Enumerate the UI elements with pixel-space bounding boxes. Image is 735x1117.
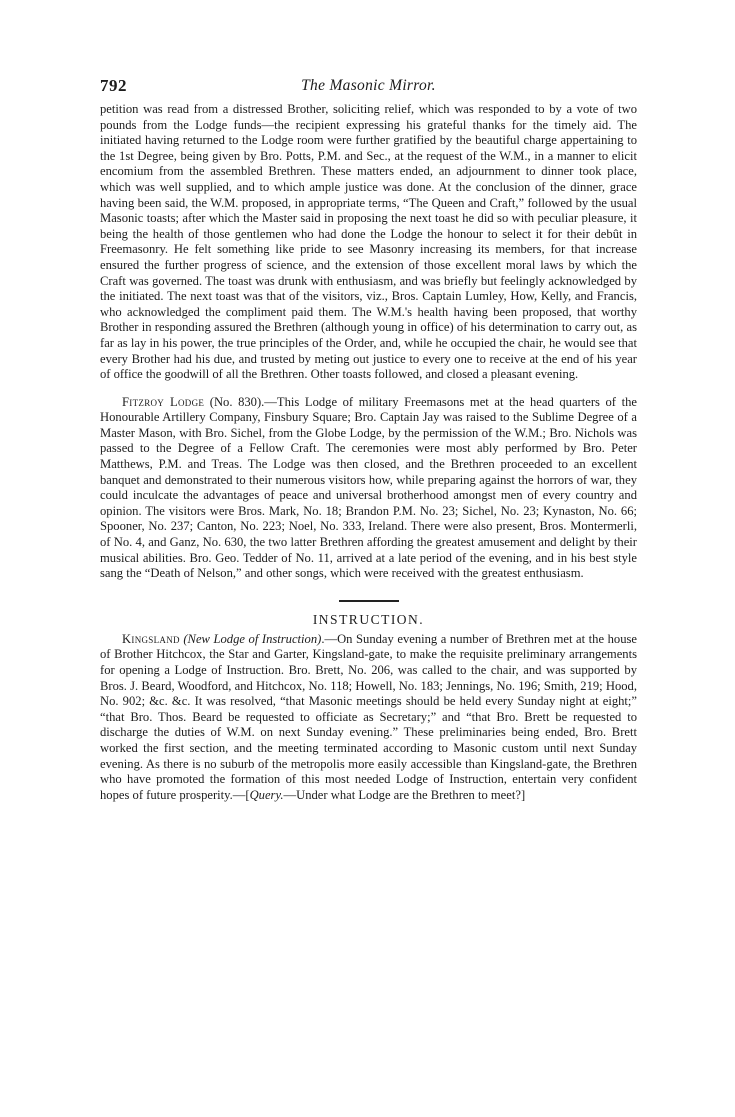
page-number: 792 xyxy=(100,76,127,95)
lodge-subtitle: (New Lodge of Instruction) xyxy=(183,631,322,646)
running-head xyxy=(100,76,637,102)
paragraph-fitzroy-lodge xyxy=(100,395,637,582)
paragraph-dinner-report xyxy=(100,102,637,383)
query-text: —Under what Lodge are the Brethren to meet?] xyxy=(283,787,526,802)
section-heading: INSTRUCTION. xyxy=(312,611,425,627)
lodge-name: Fitzroy Lodge xyxy=(122,394,205,409)
paragraph-kingsland xyxy=(100,632,637,804)
paragraph-text: petition was read from a distressed Brother, soliciting relief, which was responded to by a vote of two pounds from the Lodge funds—the recipient expressing his grateful thanks for the timely aid. The initiated having returned to the Lodge room were further gratified by the beautiful charge appertaining to the 1st Degree, being given by Bro. Potts, P.M. and Sec., at the request of the W.M., in a manner to elicit encomium from the assembled Brethren. These matters ended, an adjournment to dinner took place, which was well supplied, and to which ample justice was done. At the conclusion of the dinner, grace having been said, the W.M. proposed, in appropriate terms, “The Queen and Craft,” followed by the usual Masonic toasts; after which the Master said in proposing the next toast he did so with peculiar pleasure, it being the health of those gentlemen who had done the Lodge the honour to select it for their debût in Freemasonry. He felt something like pride to see Masonry increasing its members, for that increase ensured the further progress of science, and the extension of those excellent moral laws by which the Craft was governed. The toast was drunk with enthusiasm, and was briefly but feelingly acknowledged by the initiated. The next toast was that of the visitors, viz., Bros. Captain Lumley, How, Kelly, and Francis, who acknowledged the compliment paid them. The W.M.'s health having been proposed, that worthy Brother in responding assured the Brethren (although young in office) of his determination to carry out, as far as lay in his power, the true principles of the Order, and, while he occupied the chair, he would see that every Brother had his due, and trusted by meting out justice to every one to receive at the end of his year of office the goodwill of all the Brethren. Other toasts followed, and closed a pleasant evening. xyxy=(100,102,637,382)
query-label: Query. xyxy=(249,787,284,802)
paragraph-text: .—On Sunday evening a number of Brethren met at the house of Brother Hitchcox, the Star and Garter, Kingsland-gate, to make the requisite preliminary arrangements for opening a Lodge of Instruction. Bro. Brett, No. 206, was called to the chair, and was supported by Bros. J. Beard, Woodford, and Hitchcox, No. 118; Howell, No. 183; Jennings, No. 196; Smith, 219; Hood, No. 902; &c. &c. It was resolved, “that Masonic meetings should be held every Sunday night at eight;” “that Bro. Thos. Beard be requested to officiate as Secretary;” and “that Bro. Brett be requested to discharge the duties of W.M. on next Sunday evening.” These preliminaries being ended, Bro. Brett worked the first section, and the meeting terminated according to Masonic custom until next Sunday evening. As there is no suburb of the metropolis more easily accessible than Kingsland-gate, the Brethren who have promoted the formation of this most needed Lodge of Instruction, entertain very confident hopes of future prosperity.—[ xyxy=(100,631,637,802)
section-divider xyxy=(339,600,399,602)
journal-title: The Masonic Mirror. xyxy=(301,77,436,94)
lodge-name: Kingsland xyxy=(122,631,180,646)
page xyxy=(100,76,637,803)
paragraph-text: (No. 830).—This Lodge of military Freemasons met at the head quarters of the Honourable Artillery Company, Finsbury Square; Bro. Captain Jay was raised to the Sublime Degree of a Master Mason, with Bro. Sichel, from the Globe Lodge, by the permission of the W.M.; Bro. Nichols was passed to the Degree of a Fellow Craft. The ceremonies were most ably performed by Bro. Peter Matthews, P.M. and Treas. The Lodge was then closed, and the Brethren proceeded to an excellent banquet and demonstrated to their numerous visitors how, while preparing against the horrors of war, they could inculcate the advantages of peace and universal brotherhood amongst men of every country and opinion. The visitors were Bros. Mark, No. 18; Brandon P.M. No. 23; Sichel, No. 23; Kynaston, No. 66; Spooner, No. 237; Canton, No. 223; Noel, No. 333, Ireland. There were also present, Bros. Montermerli, of No. 4, and Ganz, No. 630, the two latter Brethren affording the greatest amusement and delight by their musical abilities. Bro. Geo. Tedder of No. 11, arrived at a late period of the evening, and in his best style sang the “Death of Nelson,” and other songs, which were received with the greatest enthusiasm. xyxy=(100,394,637,581)
